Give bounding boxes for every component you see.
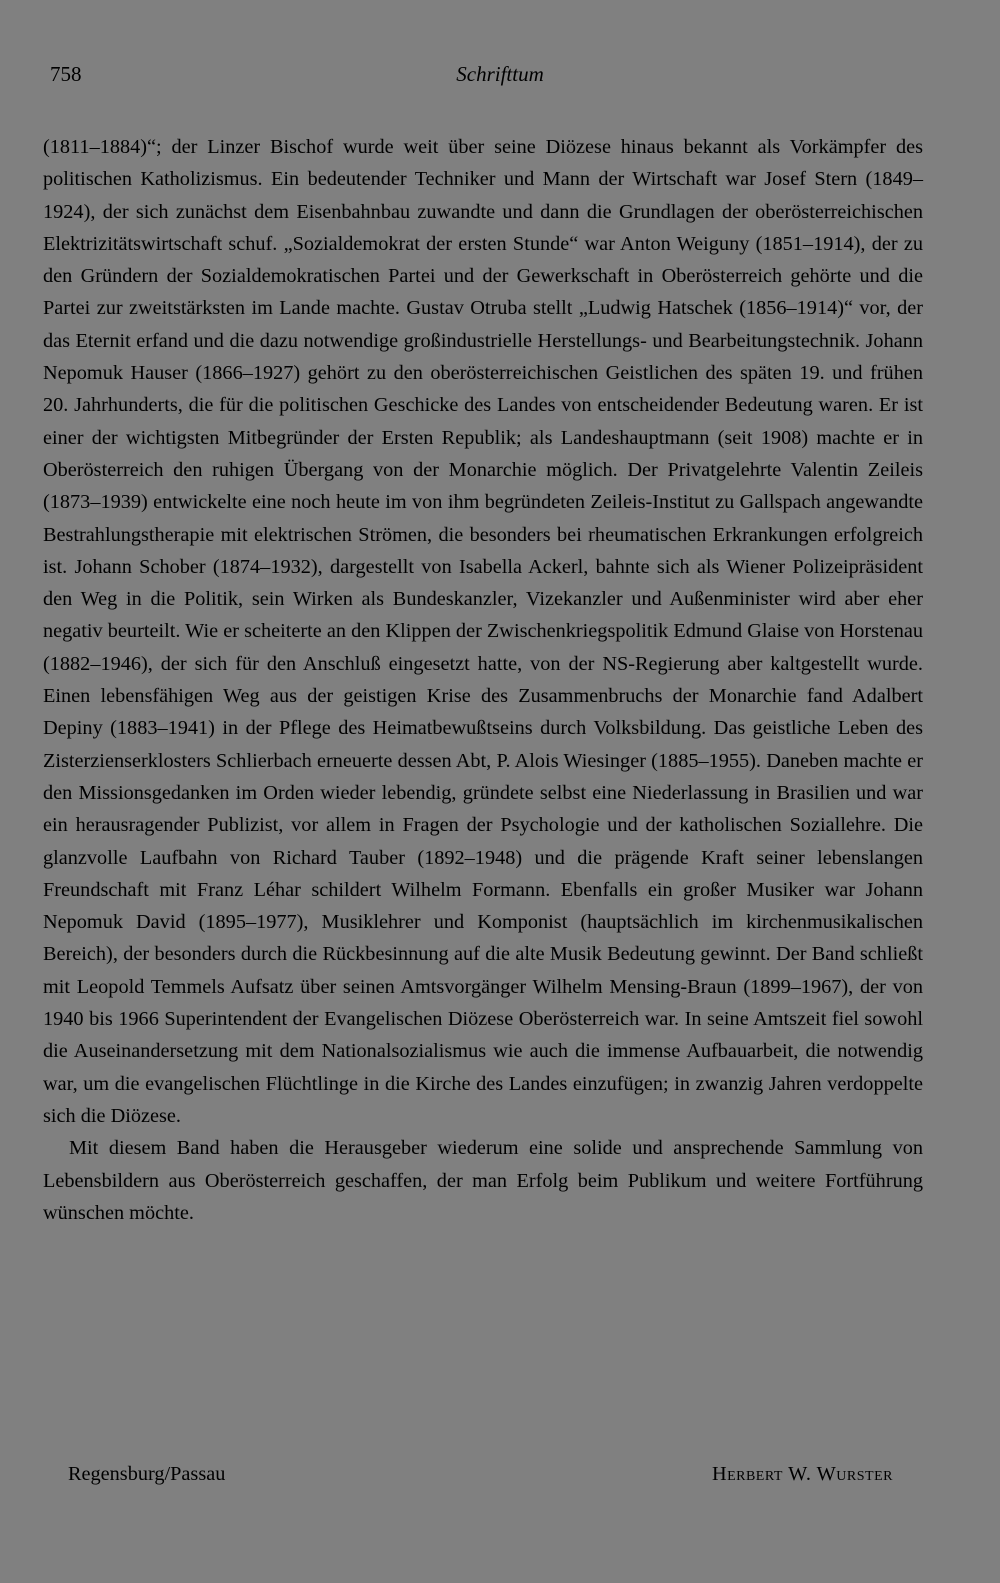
paragraph-closing: Mit diesem Band haben die Herausgeber wiederum eine solide und ansprechende Sammlung von Lebensbildern aus Oberösterreich geschaffen, der man Erfolg beim Publikum und weitere Fortführung wünschen möchte.: [43, 1137, 923, 1224]
running-title: Schrifttum: [456, 62, 544, 86]
body-text: [43, 131, 923, 1229]
page-number: 758: [50, 62, 82, 86]
signature-place: Regensburg/Passau: [68, 1463, 226, 1485]
paragraph-continued: (1811–1884)“; der Linzer Bischof wurde weit über seine Diözese hinaus bekannt als Vorkämpfer des politischen Katholizismus. Ein bedeutender Techniker und Mann der Wirtschaft war Josef Stern (1849–1924), der sich zunächst dem Eisenbahnbau zuwandte und dann die Grundlagen der oberösterreichischen Elektrizitätswirtschaft schuf. „Sozialdemokrat der ersten Stunde“ war Anton Weiguny (1851–1914), der zu den Gründern der Sozialdemokratischen Partei und der Gewerkschaft in Oberösterreich gehörte und die Partei zur zweitstärksten im Lande machte. Gustav Otruba stellt „Ludwig Hatschek (1856–1914)“ vor, der das Eternit erfand und die dazu notwendige großindustrielle Herstellungs- und Bearbeitungstechnik. Johann Nepomuk Hauser (1866–1927) gehört zu den oberösterreichischen Geistlichen des späten 19. und frühen 20. Jahrhunderts, die für die politischen Geschicke des Landes von entscheidender Bedeutung waren. Er ist einer der wichtigsten Mitbegründer der Ersten Republik; als Landeshauptmann (seit 1908) machte er in Oberösterreich den ruhigen Übergang von der Monarchie möglich. Der Privatgelehrte Valentin Zeileis (1873–1939) entwickelte eine noch heute im von ihm begründeten Zeileis-Institut zu Gallspach angewandte Bestrahlungstherapie mit elektrischen Strömen, die besonders bei rheumatischen Erkrankungen erfolgreich ist. Johann Schober (1874–1932), dargestellt von Isabella Ackerl, bahnte sich als Wiener Polizeipräsident den Weg in die Politik, sein Wirken als Bundeskanzler, Vizekanzler und Außenminister wird aber eher negativ beurteilt. Wie er scheiterte an den Klippen der Zwischenkriegspolitik Edmund Glaise von Horstenau (1882–1946), der sich für den Anschluß eingesetzt hatte, von der NS-Regierung aber kaltgestellt wurde. Einen lebensfähigen Weg aus der geistigen Krise des Zusammenbruchs der Monarchie fand Adalbert Depiny (1883–1941) in der Pflege des Heimatbewußtseins durch Volksbildung. Das geistliche Leben des Zisterzienserklosters Schlierbach erneuerte dessen Abt, P. Alois Wiesinger (1885–1955). Daneben machte er den Missionsgedanken im Orden wieder lebendig, gründete selbst eine Niederlassung in Brasilien und war ein herausragender Publizist, vor allem in Fragen der Psychologie und der katholischen Soziallehre. Die glanzvolle Laufbahn von Richard Tauber (1892–1948) und die prägende Kraft seiner lebenslangen Freundschaft mit Franz Léhar schildert Wilhelm Formann. Ebenfalls ein großer Musiker war Johann Nepomuk David (1895–1977), Musiklehrer und Komponist (hauptsächlich im kirchenmusikalischen Bereich), der besonders durch die Rückbesinnung auf die alte Musik Bedeutung gewinnt. Der Band schließt mit Leopold Temmels Aufsatz über seinen Amtsvorgänger Wilhelm Mensing-Braun (1899–1967), der von 1940 bis 1966 Superintendent der Evangelischen Diözese Oberösterreich war. In seine Amtszeit fiel sowohl die Auseinandersetzung mit dem Nationalsozialismus wie auch die immense Aufbauarbeit, die notwendig war, um die evangelischen Flüchtlinge in die Kirche des Landes einzufügen; in zwanzig Jahren verdoppelte sich die Diözese.: [43, 136, 923, 1127]
signature-author: Herbert W. Wurster: [711, 1463, 893, 1485]
signature-line: [68, 1458, 893, 1490]
